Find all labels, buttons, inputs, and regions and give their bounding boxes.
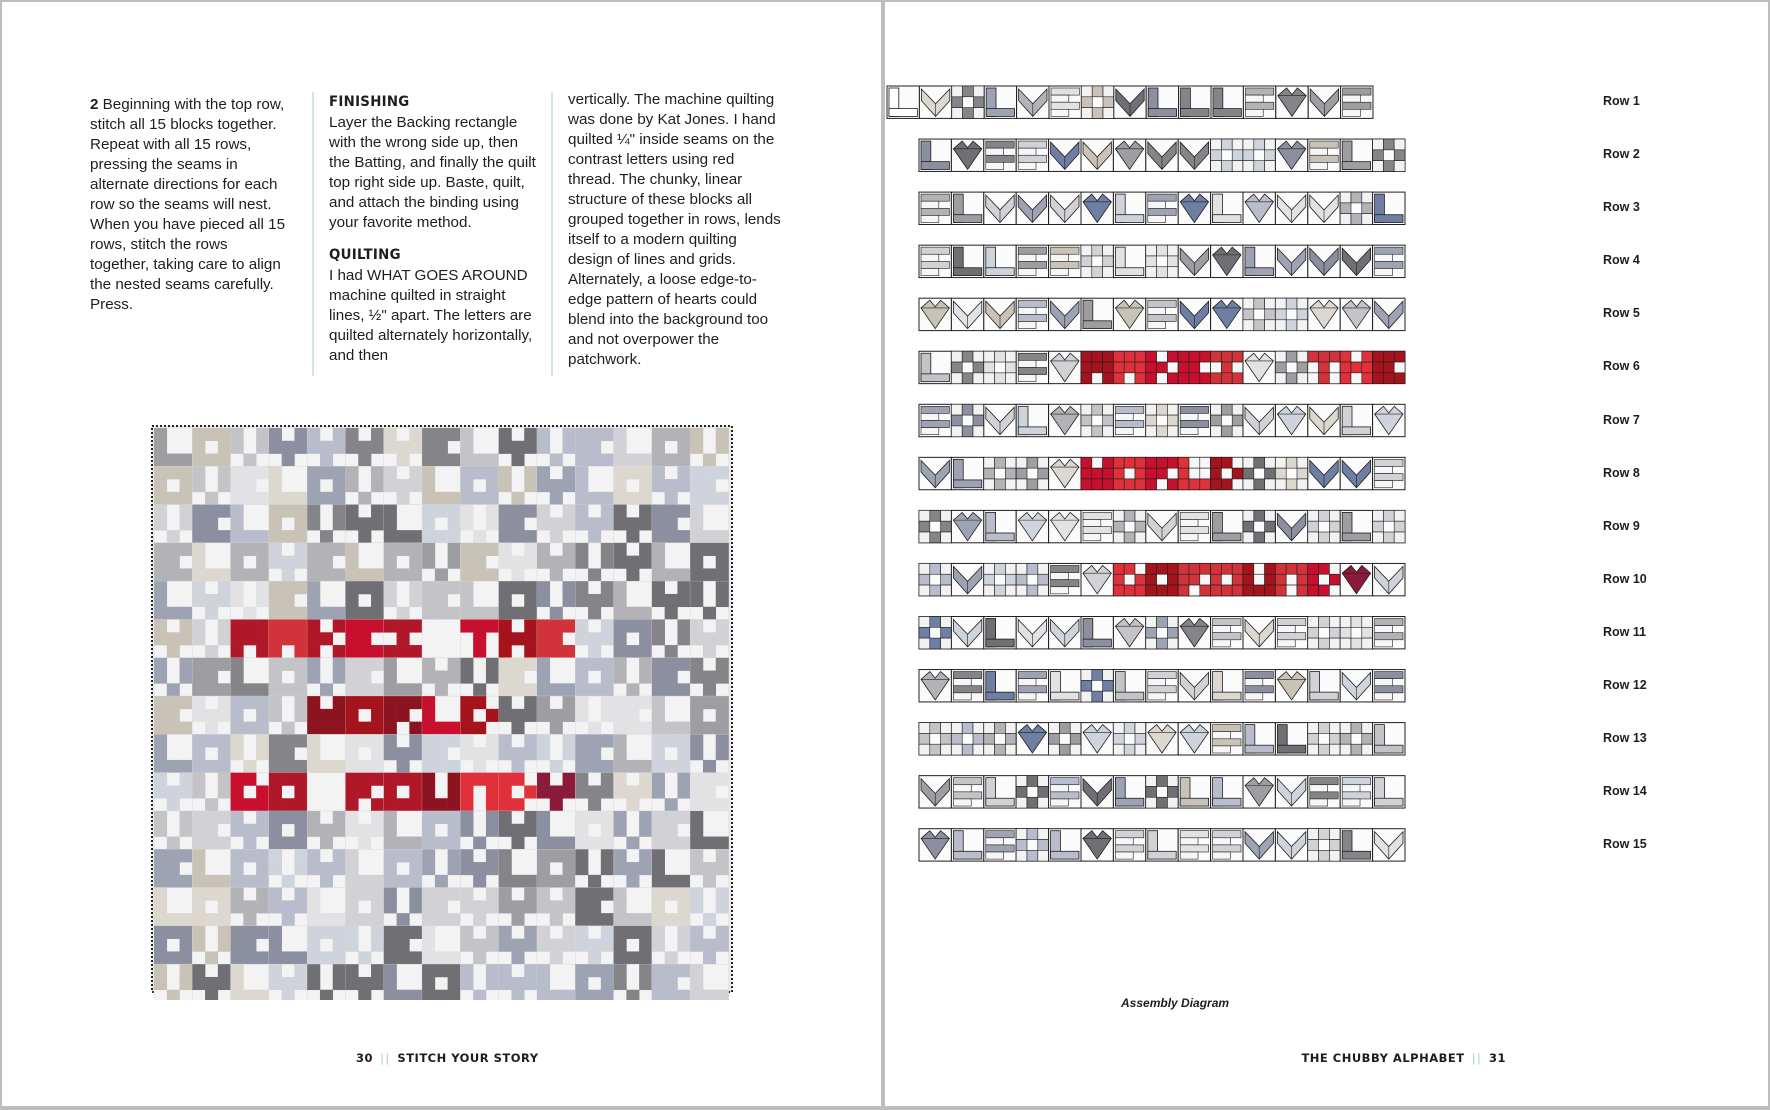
quilt-photo — [144, 418, 740, 1000]
folio — [1301, 1051, 1506, 1065]
step-number: 2 — [90, 96, 99, 113]
text-column-1 — [90, 95, 290, 315]
left-page — [2, 2, 881, 1106]
folio — [356, 1051, 539, 1065]
diagram-row — [919, 617, 1405, 649]
row-label: Row 2 — [1603, 147, 1640, 162]
page-number: 31 — [1488, 1051, 1506, 1065]
page-number: 30 — [356, 1051, 374, 1065]
right-page — [885, 2, 1768, 1106]
diagram-caption: Assembly Diagram — [1121, 996, 1230, 1010]
diagram-row — [919, 192, 1405, 224]
column-divider — [312, 92, 314, 376]
diagram-row — [919, 776, 1405, 808]
diagram-row — [919, 139, 1405, 171]
column-divider — [551, 92, 553, 376]
diagram-row — [919, 670, 1405, 702]
row-label: Row 11 — [1603, 624, 1647, 639]
running-title: THE CHUBBY ALPHABET — [1301, 1051, 1465, 1065]
row-label: Row 12 — [1603, 677, 1647, 692]
diagram-row — [919, 563, 1405, 595]
row-label: Row 5 — [1603, 306, 1640, 321]
quilting-text: I had WHAT GOES AROUND machine quilted in straight lines, ½" apart. The letters are quilted alternately horizontally, and then — [329, 267, 533, 364]
finishing-heading: FINISHING — [329, 94, 410, 110]
row-label: Row 7 — [1603, 412, 1640, 427]
row-label: Row 3 — [1603, 200, 1640, 215]
row-label: Row 14 — [1603, 783, 1647, 798]
diagram-row — [919, 298, 1405, 330]
row-label: Row 4 — [1603, 253, 1640, 268]
row-label: Row 10 — [1603, 571, 1647, 586]
text-column-2 — [329, 92, 543, 366]
quilting-heading: QUILTING — [329, 247, 401, 263]
finishing-text: Layer the Backing rectangle with the wrong side up, then the Batting, and finally the quilt top right side up. Baste, quilt, and attach the binding using your favorite method. — [329, 114, 536, 231]
row-label: Row 9 — [1603, 518, 1640, 533]
diagram-row — [887, 86, 1373, 118]
row-label: Row 15 — [1603, 836, 1647, 851]
step-text: Beginning with the top row, stitch all 15 blocks together. Repeat with all 15 rows, pressing the seams in alternate directions for each row so the seams will nest. When you have pieced all 15 rows, stitch the rows together, taking care to align the nested seams carefully. Press. — [90, 96, 286, 313]
diagram-row — [919, 829, 1405, 861]
assembly-diagram — [885, 2, 1768, 1106]
row-label: Row 6 — [1603, 359, 1640, 374]
row-label: Row 8 — [1603, 465, 1640, 480]
diagram-row — [919, 723, 1405, 755]
folio-separator: || — [380, 1051, 391, 1065]
text-column-3 — [568, 90, 782, 370]
running-title: STITCH YOUR STORY — [397, 1051, 539, 1065]
diagram-row — [919, 510, 1405, 542]
quilting-text-continued: vertically. The machine quilting was done by Kat Jones. I hand quilted ¼" inside seams on the contrast letters using red thread. The chunky, linear structure of these blocks all grouped together in rows, lends itself to a modern quilting design of lines and grids. Alternately, a loose edge-to-edge pattern of hearts could blend into the background too and not overpower the patchwork. — [568, 91, 781, 368]
diagram-row — [919, 457, 1405, 489]
row-label: Row 1 — [1603, 94, 1640, 109]
diagram-row — [919, 404, 1405, 436]
diagram-row — [919, 351, 1405, 383]
row-label: Row 13 — [1603, 730, 1647, 745]
diagram-row — [919, 245, 1405, 277]
folio-separator: || — [1471, 1051, 1482, 1065]
step-2-paragraph — [90, 95, 290, 315]
